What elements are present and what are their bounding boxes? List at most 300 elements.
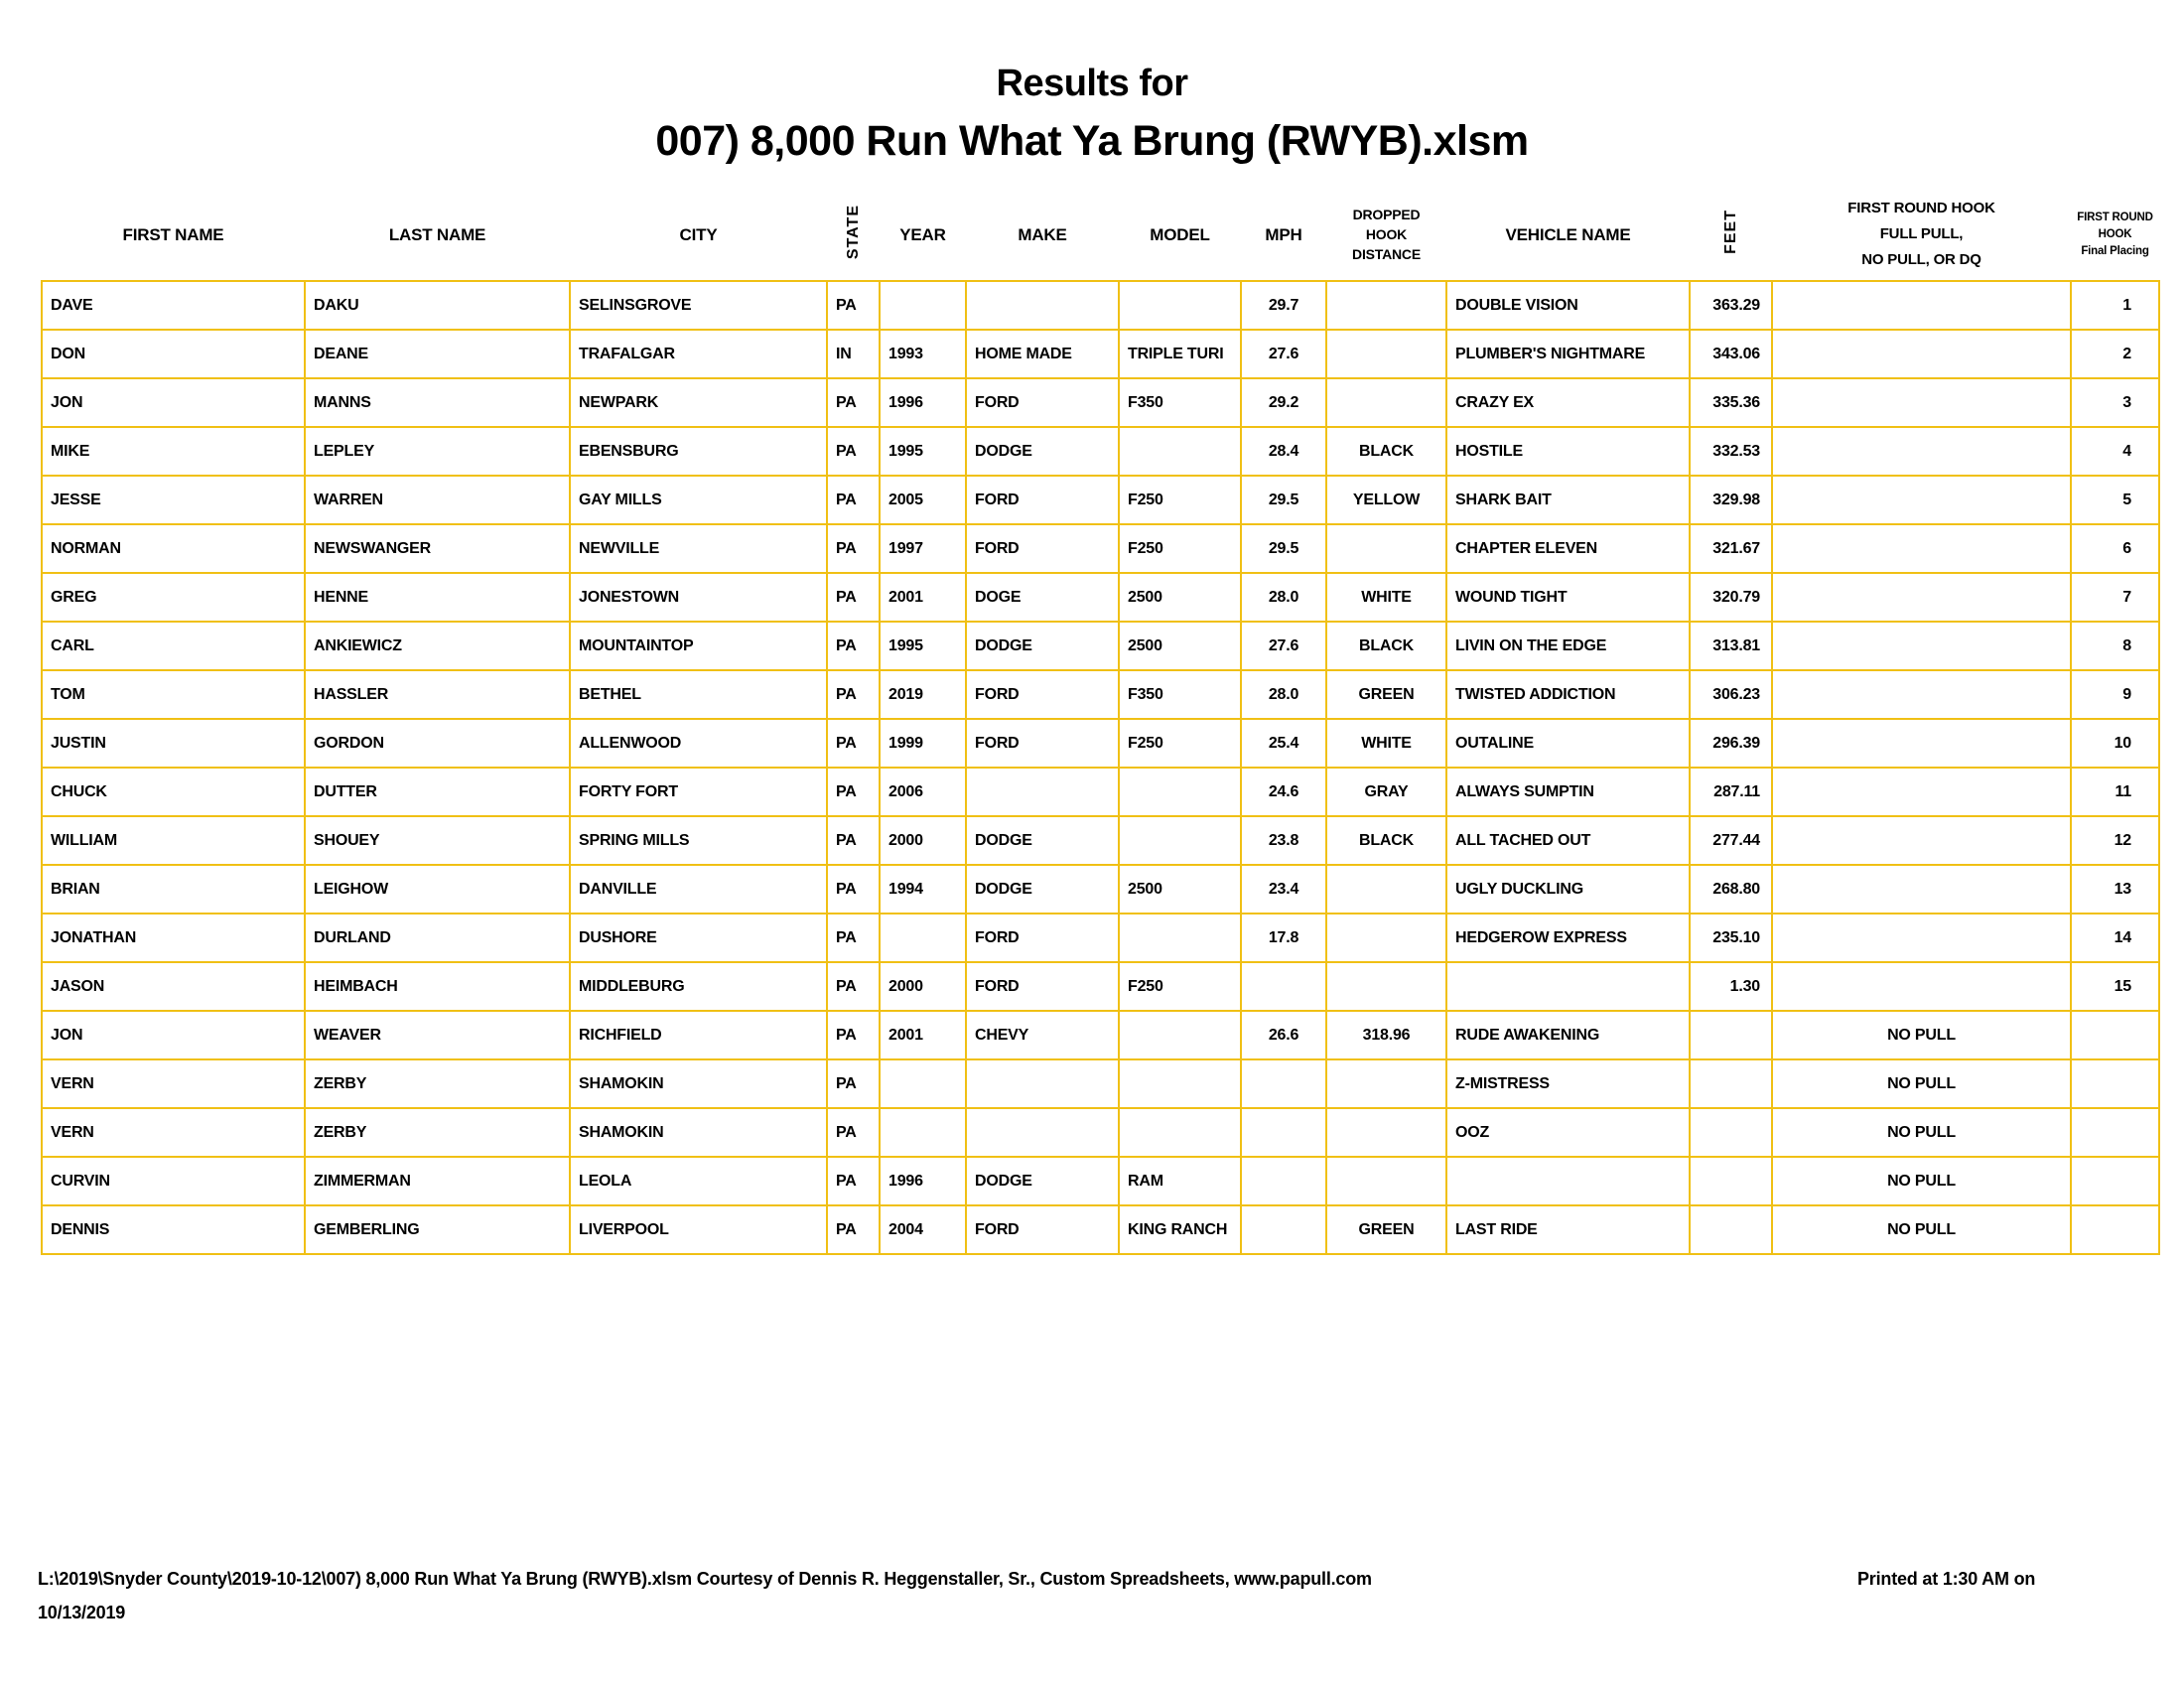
table-row (42, 573, 2159, 622)
cell-state: PA (827, 816, 880, 865)
cell-model (1119, 1011, 1241, 1059)
cell-final-placing: 15 (2071, 962, 2159, 1011)
cell-year: 2006 (880, 768, 966, 816)
cell-year: 1996 (880, 378, 966, 427)
cell-city: MIDDLEBURG (570, 962, 827, 1011)
cell-state: PA (827, 622, 880, 670)
table-row (42, 622, 2159, 670)
cell-year (880, 914, 966, 962)
table-row (42, 330, 2159, 378)
cell-make: DOGE (966, 573, 1119, 622)
cell-city: SHAMOKIN (570, 1059, 827, 1108)
cell-last-name: DUTTER (305, 768, 570, 816)
cell-vehicle-name: HOSTILE (1446, 427, 1690, 476)
cell-final-placing: 1 (2071, 281, 2159, 330)
file-title: 007) 8,000 Run What Ya Brung (RWYB).xlsm (655, 117, 1529, 165)
placing-header-line3: Final Placing (2081, 244, 2149, 257)
cell-first-round-hook-result (1772, 476, 2071, 524)
cell-feet: 277.44 (1690, 816, 1772, 865)
cell-first-name: NORMAN (42, 524, 305, 573)
cell-final-placing (2071, 1108, 2159, 1157)
page-title: Results for (996, 63, 1188, 104)
cell-make: FORD (966, 476, 1119, 524)
cell-make: DODGE (966, 622, 1119, 670)
cell-make: DODGE (966, 816, 1119, 865)
cell-vehicle-name (1446, 1157, 1690, 1205)
cell-year: 1996 (880, 1157, 966, 1205)
cell-first-name: VERN (42, 1059, 305, 1108)
cell-first-round-hook-result (1772, 330, 2071, 378)
cell-city: NEWVILLE (570, 524, 827, 573)
cell-final-placing: 3 (2071, 378, 2159, 427)
cell-make (966, 768, 1119, 816)
cell-first-round-hook-result (1772, 962, 2071, 1011)
cell-model (1119, 816, 1241, 865)
cell-model (1119, 1108, 1241, 1157)
cell-dropped-hook-distance (1326, 524, 1446, 573)
cell-first-round-hook-result: NO PULL (1772, 1157, 2071, 1205)
cell-city: SELINSGROVE (570, 281, 827, 330)
cell-feet (1690, 1059, 1772, 1108)
cell-mph: 29.5 (1241, 524, 1326, 573)
cell-year: 1995 (880, 427, 966, 476)
cell-feet: 343.06 (1690, 330, 1772, 378)
cell-state: PA (827, 573, 880, 622)
cell-first-name: VERN (42, 1108, 305, 1157)
cell-last-name: WARREN (305, 476, 570, 524)
footer-printed-at: Printed at 1:30 AM on (1857, 1569, 2036, 1589)
cell-city: DANVILLE (570, 865, 827, 914)
cell-feet (1690, 1157, 1772, 1205)
cell-last-name: LEIGHOW (305, 865, 570, 914)
cell-feet: 313.81 (1690, 622, 1772, 670)
cell-dropped-hook-distance (1326, 1108, 1446, 1157)
cell-year: 2004 (880, 1205, 966, 1254)
cell-model: F250 (1119, 524, 1241, 573)
cell-last-name: ZIMMERMAN (305, 1157, 570, 1205)
cell-state: PA (827, 1157, 880, 1205)
cell-first-round-hook-result (1772, 427, 2071, 476)
results-table (41, 169, 2160, 1255)
cell-mph: 29.2 (1241, 378, 1326, 427)
cell-vehicle-name: RUDE AWAKENING (1446, 1011, 1690, 1059)
cell-model: RAM (1119, 1157, 1241, 1205)
cell-first-round-hook-result (1772, 281, 2071, 330)
col-header-city: CITY (679, 224, 718, 244)
header-row (42, 169, 2159, 281)
cell-state: PA (827, 1205, 880, 1254)
table-body (42, 281, 2159, 1254)
cell-vehicle-name: CHAPTER ELEVEN (1446, 524, 1690, 573)
cell-year (880, 1059, 966, 1108)
cell-first-round-hook-result (1772, 768, 2071, 816)
cell-last-name: HASSLER (305, 670, 570, 719)
cell-final-placing: 8 (2071, 622, 2159, 670)
cell-year: 2001 (880, 1011, 966, 1059)
cell-year: 2000 (880, 816, 966, 865)
cell-model: 2500 (1119, 622, 1241, 670)
cell-state: PA (827, 281, 880, 330)
cell-dropped-hook-distance: BLACK (1326, 622, 1446, 670)
cell-first-name: CHUCK (42, 768, 305, 816)
col-header-vehicle-name: VEHICLE NAME (1505, 224, 1631, 244)
cell-last-name: DURLAND (305, 914, 570, 962)
cell-model: F350 (1119, 378, 1241, 427)
cell-make: DODGE (966, 427, 1119, 476)
cell-first-name: WILLIAM (42, 816, 305, 865)
col-header-state (827, 169, 880, 281)
cell-state: PA (827, 1108, 880, 1157)
cell-first-name: JON (42, 1011, 305, 1059)
table-row (42, 962, 2159, 1011)
cell-state: PA (827, 1011, 880, 1059)
cell-year (880, 1108, 966, 1157)
cell-model: F350 (1119, 670, 1241, 719)
cell-city: LIVERPOOL (570, 1205, 827, 1254)
feet-vertical-label: FEET (1722, 210, 1739, 254)
cell-final-placing: 10 (2071, 719, 2159, 768)
col-header-model: MODEL (1150, 224, 1210, 244)
col-header-first-name: FIRST NAME (122, 224, 224, 244)
cell-year: 1994 (880, 865, 966, 914)
cell-first-name: JUSTIN (42, 719, 305, 768)
cell-mph: 17.8 (1241, 914, 1326, 962)
cell-first-name: MIKE (42, 427, 305, 476)
cell-first-name: CURVIN (42, 1157, 305, 1205)
cell-first-round-hook-result (1772, 622, 2071, 670)
cell-feet: 329.98 (1690, 476, 1772, 524)
cell-state: PA (827, 670, 880, 719)
cell-first-name: DON (42, 330, 305, 378)
placing-header-line2: HOOK (2098, 227, 2132, 240)
col-header-year: YEAR (899, 224, 946, 244)
col-header-dropped-hook-distance (1326, 169, 1446, 281)
cell-feet (1690, 1108, 1772, 1157)
cell-dropped-hook-distance (1326, 1157, 1446, 1205)
cell-year (880, 281, 966, 330)
cell-year: 1999 (880, 719, 966, 768)
cell-feet: 268.80 (1690, 865, 1772, 914)
cell-vehicle-name: TWISTED ADDICTION (1446, 670, 1690, 719)
cell-last-name: LEPLEY (305, 427, 570, 476)
cell-dropped-hook-distance (1326, 1059, 1446, 1108)
cell-make: FORD (966, 670, 1119, 719)
cell-make: FORD (966, 524, 1119, 573)
cell-vehicle-name: DOUBLE VISION (1446, 281, 1690, 330)
cell-final-placing (2071, 1157, 2159, 1205)
cell-dropped-hook-distance: WHITE (1326, 719, 1446, 768)
cell-feet: 321.67 (1690, 524, 1772, 573)
placing-header-line1: FIRST ROUND (2077, 211, 2153, 223)
fullpull-header-line2: FULL PULL, (1879, 225, 1964, 242)
cell-city: BETHEL (570, 670, 827, 719)
fullpull-header-line1: FIRST ROUND HOOK (1847, 200, 1995, 216)
cell-year: 2005 (880, 476, 966, 524)
cell-mph (1241, 1157, 1326, 1205)
cell-first-round-hook-result: NO PULL (1772, 1011, 2071, 1059)
cell-mph: 23.8 (1241, 816, 1326, 865)
cell-mph: 27.6 (1241, 330, 1326, 378)
cell-mph: 27.6 (1241, 622, 1326, 670)
cell-dropped-hook-distance (1326, 865, 1446, 914)
cell-vehicle-name: LAST RIDE (1446, 1205, 1690, 1254)
table-row (42, 1011, 2159, 1059)
cell-dropped-hook-distance (1326, 330, 1446, 378)
cell-feet: 1.30 (1690, 962, 1772, 1011)
table-row (42, 719, 2159, 768)
cell-mph (1241, 1059, 1326, 1108)
cell-model: 2500 (1119, 573, 1241, 622)
cell-dropped-hook-distance: WHITE (1326, 573, 1446, 622)
cell-vehicle-name: SHARK BAIT (1446, 476, 1690, 524)
cell-city: DUSHORE (570, 914, 827, 962)
cell-year: 1993 (880, 330, 966, 378)
cell-state: PA (827, 1059, 880, 1108)
table-row (42, 768, 2159, 816)
cell-last-name: DEANE (305, 330, 570, 378)
cell-first-round-hook-result: NO PULL (1772, 1059, 2071, 1108)
cell-state: PA (827, 524, 880, 573)
cell-state: PA (827, 719, 880, 768)
cell-mph: 29.7 (1241, 281, 1326, 330)
cell-mph: 29.5 (1241, 476, 1326, 524)
cell-state: PA (827, 476, 880, 524)
cell-mph: 23.4 (1241, 865, 1326, 914)
cell-first-round-hook-result (1772, 670, 2071, 719)
cell-last-name: GORDON (305, 719, 570, 768)
cell-make: DODGE (966, 1157, 1119, 1205)
cell-city: GAY MILLS (570, 476, 827, 524)
cell-city: JONESTOWN (570, 573, 827, 622)
cell-first-name: BRIAN (42, 865, 305, 914)
table-row (42, 1205, 2159, 1254)
cell-dropped-hook-distance (1326, 281, 1446, 330)
cell-city: ALLENWOOD (570, 719, 827, 768)
cell-year: 2000 (880, 962, 966, 1011)
cell-final-placing: 12 (2071, 816, 2159, 865)
cell-first-name: DENNIS (42, 1205, 305, 1254)
cell-city: TRAFALGAR (570, 330, 827, 378)
cell-feet (1690, 1011, 1772, 1059)
cell-first-round-hook-result (1772, 914, 2071, 962)
cell-mph: 28.4 (1241, 427, 1326, 476)
cell-first-round-hook-result (1772, 524, 2071, 573)
cell-last-name: MANNS (305, 378, 570, 427)
cell-vehicle-name: LIVIN ON THE EDGE (1446, 622, 1690, 670)
cell-first-round-hook-result: NO PULL (1772, 1108, 2071, 1157)
cell-model: F250 (1119, 962, 1241, 1011)
cell-feet: 306.23 (1690, 670, 1772, 719)
cell-feet: 287.11 (1690, 768, 1772, 816)
cell-model (1119, 914, 1241, 962)
cell-vehicle-name (1446, 962, 1690, 1011)
table-row (42, 914, 2159, 962)
table-row (42, 670, 2159, 719)
cell-city: EBENSBURG (570, 427, 827, 476)
table-row (42, 378, 2159, 427)
cell-state: PA (827, 914, 880, 962)
cell-last-name: GEMBERLING (305, 1205, 570, 1254)
cell-make: FORD (966, 962, 1119, 1011)
cell-final-placing: 5 (2071, 476, 2159, 524)
cell-first-name: TOM (42, 670, 305, 719)
table-row (42, 816, 2159, 865)
cell-dropped-hook-distance: GREEN (1326, 670, 1446, 719)
cell-dropped-hook-distance: BLACK (1326, 816, 1446, 865)
cell-feet: 363.29 (1690, 281, 1772, 330)
cell-mph: 28.0 (1241, 670, 1326, 719)
cell-feet: 320.79 (1690, 573, 1772, 622)
cell-vehicle-name: CRAZY EX (1446, 378, 1690, 427)
cell-first-name: DAVE (42, 281, 305, 330)
cell-last-name: ZERBY (305, 1108, 570, 1157)
cell-model: F250 (1119, 476, 1241, 524)
cell-first-round-hook-result (1772, 816, 2071, 865)
cell-feet: 332.53 (1690, 427, 1772, 476)
cell-final-placing (2071, 1011, 2159, 1059)
cell-city: MOUNTAINTOP (570, 622, 827, 670)
cell-last-name: HENNE (305, 573, 570, 622)
table-row (42, 427, 2159, 476)
cell-vehicle-name: OUTALINE (1446, 719, 1690, 768)
cell-make: FORD (966, 719, 1119, 768)
cell-state: IN (827, 330, 880, 378)
table-row (42, 1059, 2159, 1108)
cell-final-placing (2071, 1205, 2159, 1254)
cell-first-round-hook-result (1772, 378, 2071, 427)
cell-make: FORD (966, 378, 1119, 427)
cell-final-placing: 14 (2071, 914, 2159, 962)
cell-first-round-hook-result: NO PULL (1772, 1205, 2071, 1254)
cell-final-placing: 11 (2071, 768, 2159, 816)
cell-make: FORD (966, 1205, 1119, 1254)
cell-city: SPRING MILLS (570, 816, 827, 865)
footer-file-path: L:\2019\Snyder County\2019-10-12\007) 8,000 Run What Ya Brung (RWYB).xlsm Courtesy of Dennis R. Heggenstaller, Sr., Custom Spreadsheets, www.papull.com (38, 1569, 1372, 1589)
table-row (42, 1108, 2159, 1157)
cell-state: PA (827, 962, 880, 1011)
cell-first-name: JASON (42, 962, 305, 1011)
fullpull-header-line3: NO PULL, OR DQ (1861, 251, 1981, 268)
cell-vehicle-name: WOUND TIGHT (1446, 573, 1690, 622)
cell-first-round-hook-result (1772, 573, 2071, 622)
col-header-mph: MPH (1265, 224, 1302, 244)
cell-mph: 26.6 (1241, 1011, 1326, 1059)
cell-model: F250 (1119, 719, 1241, 768)
cell-model: KING RANCH (1119, 1205, 1241, 1254)
cell-first-round-hook-result (1772, 865, 2071, 914)
cell-last-name: SHOUEY (305, 816, 570, 865)
cell-last-name: HEIMBACH (305, 962, 570, 1011)
footer-date: 10/13/2019 (38, 1603, 126, 1622)
cell-city: SHAMOKIN (570, 1108, 827, 1157)
col-header-make: MAKE (1018, 224, 1067, 244)
cell-first-name: GREG (42, 573, 305, 622)
cell-make: DODGE (966, 865, 1119, 914)
cell-dropped-hook-distance (1326, 962, 1446, 1011)
cell-dropped-hook-distance (1326, 914, 1446, 962)
cell-mph: 25.4 (1241, 719, 1326, 768)
cell-city: RICHFIELD (570, 1011, 827, 1059)
cell-final-placing (2071, 1059, 2159, 1108)
cell-first-name: JON (42, 378, 305, 427)
table-row (42, 865, 2159, 914)
cell-feet: 235.10 (1690, 914, 1772, 962)
cell-dropped-hook-distance: GRAY (1326, 768, 1446, 816)
cell-feet: 335.36 (1690, 378, 1772, 427)
cell-last-name: ANKIEWICZ (305, 622, 570, 670)
table-row (42, 1157, 2159, 1205)
cell-final-placing: 13 (2071, 865, 2159, 914)
col-header-final-placing (2071, 169, 2159, 281)
state-vertical-label: STATE (845, 204, 862, 260)
cell-model (1119, 281, 1241, 330)
cell-model (1119, 427, 1241, 476)
cell-model: 2500 (1119, 865, 1241, 914)
table-row (42, 281, 2159, 330)
cell-city: NEWPARK (570, 378, 827, 427)
cell-dropped-hook-distance: 318.96 (1326, 1011, 1446, 1059)
cell-final-placing: 9 (2071, 670, 2159, 719)
cell-year: 2019 (880, 670, 966, 719)
cell-city: LEOLA (570, 1157, 827, 1205)
cell-state: PA (827, 768, 880, 816)
cell-first-name: JESSE (42, 476, 305, 524)
cell-mph (1241, 1205, 1326, 1254)
cell-model (1119, 768, 1241, 816)
cell-vehicle-name: UGLY DUCKLING (1446, 865, 1690, 914)
table-row (42, 476, 2159, 524)
cell-state: PA (827, 427, 880, 476)
dropped-header-line1: DROPPED (1352, 207, 1421, 222)
cell-last-name: ZERBY (305, 1059, 570, 1108)
cell-mph (1241, 1108, 1326, 1157)
cell-mph: 28.0 (1241, 573, 1326, 622)
col-header-feet (1690, 169, 1772, 281)
cell-year: 2001 (880, 573, 966, 622)
cell-last-name: WEAVER (305, 1011, 570, 1059)
dropped-header-line3: DISTANCE (1352, 246, 1421, 262)
cell-first-round-hook-result (1772, 719, 2071, 768)
cell-mph (1241, 962, 1326, 1011)
cell-make (966, 281, 1119, 330)
cell-state: PA (827, 865, 880, 914)
cell-vehicle-name: Z-MISTRESS (1446, 1059, 1690, 1108)
cell-state: PA (827, 378, 880, 427)
cell-make: CHEVY (966, 1011, 1119, 1059)
cell-make (966, 1059, 1119, 1108)
cell-dropped-hook-distance: GREEN (1326, 1205, 1446, 1254)
cell-model (1119, 1059, 1241, 1108)
cell-vehicle-name: ALWAYS SUMPTIN (1446, 768, 1690, 816)
cell-final-placing: 4 (2071, 427, 2159, 476)
cell-vehicle-name: ALL TACHED OUT (1446, 816, 1690, 865)
cell-feet: 296.39 (1690, 719, 1772, 768)
cell-last-name: DAKU (305, 281, 570, 330)
cell-model: TRIPLE TURI (1119, 330, 1241, 378)
cell-vehicle-name: HEDGEROW EXPRESS (1446, 914, 1690, 962)
cell-dropped-hook-distance: BLACK (1326, 427, 1446, 476)
cell-final-placing: 6 (2071, 524, 2159, 573)
cell-feet (1690, 1205, 1772, 1254)
cell-vehicle-name: OOZ (1446, 1108, 1690, 1157)
dropped-header-line2: HOOK (1365, 226, 1408, 242)
col-header-first-round-hook-result (1772, 169, 2071, 281)
cell-city: FORTY FORT (570, 768, 827, 816)
cell-first-name: CARL (42, 622, 305, 670)
cell-mph: 24.6 (1241, 768, 1326, 816)
cell-dropped-hook-distance (1326, 378, 1446, 427)
cell-dropped-hook-distance: YELLOW (1326, 476, 1446, 524)
